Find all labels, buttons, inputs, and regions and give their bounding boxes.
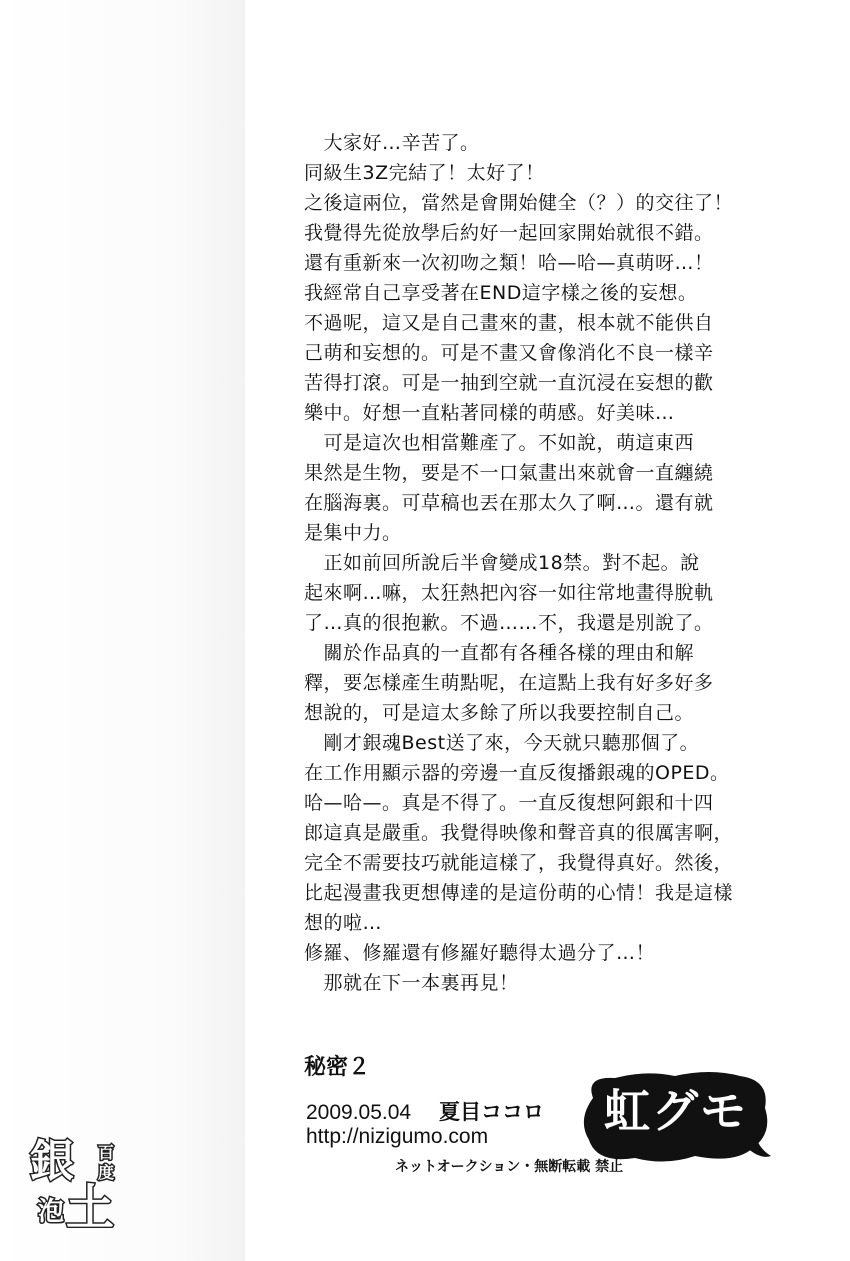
page-edge-shadow [0, 0, 245, 1261]
afterword-line: 關於作品真的一直都有各種各樣的理由和解 [304, 642, 695, 664]
afterword-line: 可是這次也相當難產了。不如說，萌這東西 [304, 432, 695, 454]
website-url[interactable]: http://nizigumo.com [306, 1125, 489, 1148]
afterword-line: 之後這兩位，當然是會開始健全（？）的交往了！ [304, 192, 734, 214]
afterword-line: 苦得打滾。可是一抽到空就一直沉浸在妄想的歡 [304, 372, 714, 394]
colophon-date-author [306, 1096, 544, 1126]
afterword-line: 大家好…辛苦了。 [304, 132, 480, 154]
afterword-line: 樂中。好想一直粘著同樣的萌感。好美味… [304, 402, 675, 424]
book-title: 秘密２ [304, 1054, 371, 1080]
watermark-small-char: 泡 [38, 1197, 65, 1227]
afterword-line: 同級生3Z完結了！太好了！ [304, 162, 545, 184]
watermark-logo [28, 1128, 128, 1228]
afterword-line: 釋，要怎樣產生萌點呢，在這點上我有好多好多 [304, 672, 714, 694]
afterword-line: 完全不需要技巧就能這樣了，我覺得真好。然後， [304, 852, 734, 874]
watermark-side-char-1: 百 [98, 1143, 115, 1162]
afterword-line: 不過呢，這又是自己畫來的畫，根本就不能供自 [304, 312, 714, 334]
afterword-line: 我經常自己享受著在END這字樣之後的妄想。 [304, 282, 698, 304]
afterword-line: 我覺得先從放學后約好一起回家開始就很不錯。 [304, 222, 714, 244]
afterword-line: 郎這真是嚴重。我覺得映像和聲音真的很厲害啊， [304, 822, 734, 844]
afterword-line: 在腦海裏。可草稿也丟在那太久了啊…。還有就 [304, 492, 714, 514]
afterword-line: 想的啦… [304, 912, 383, 934]
afterword-line: 修羅、修羅還有修羅好聽得太過分了…！ [304, 942, 656, 964]
afterword-line: 起來啊…嘛，太狂熱把內容一如往常地畫得脫軌 [304, 582, 714, 604]
afterword-line: 在工作用顯示器的旁邊一直反復播銀魂的OPED。 [304, 762, 730, 784]
afterword-line: 是集中力。 [304, 522, 402, 544]
afterword-line: 正如前回所說后半會變成18禁。對不起。說 [304, 552, 700, 574]
watermark-main-char-1: 銀 [30, 1136, 74, 1187]
afterword-text [304, 128, 804, 998]
watermark-main-char-2: 土 [66, 1180, 115, 1228]
afterword-line: 了…真的很抱歉。不過……不，我還是別說了。 [304, 612, 714, 634]
afterword-line: 己萌和妄想的。可是不畫又會像消化不良一樣辛 [304, 342, 714, 364]
publication-date: 2009.05.04 [306, 1101, 412, 1124]
afterword-line: 比起漫畫我更想傳達的是這份萌的心情！我是這樣 [304, 882, 734, 904]
watermark-side-char-2: 度 [98, 1163, 115, 1182]
afterword-line: 還有重新來一次初吻之類！哈—哈—真萌呀…！ [304, 252, 714, 274]
afterword-line: 那就在下一本裏再見！ [304, 972, 519, 994]
reprint-notice: ネットオークション・無断転載 禁止 [395, 1159, 624, 1175]
afterword-line: 哈—哈—。真是不得了。一直反復想阿銀和十四 [304, 792, 714, 814]
author-name: 夏目ココロ [438, 1101, 544, 1124]
circle-logo-text: 虹グモ [604, 1084, 748, 1138]
afterword-line: 剛才銀魂Best送了來，今天就只聽那個了。 [304, 732, 700, 754]
afterword-line: 想說的，可是這太多餘了所以我要控制自己。 [304, 702, 695, 724]
afterword-line: 果然是生物，要是不一口氣畫出來就會一直纏繞 [304, 462, 714, 484]
